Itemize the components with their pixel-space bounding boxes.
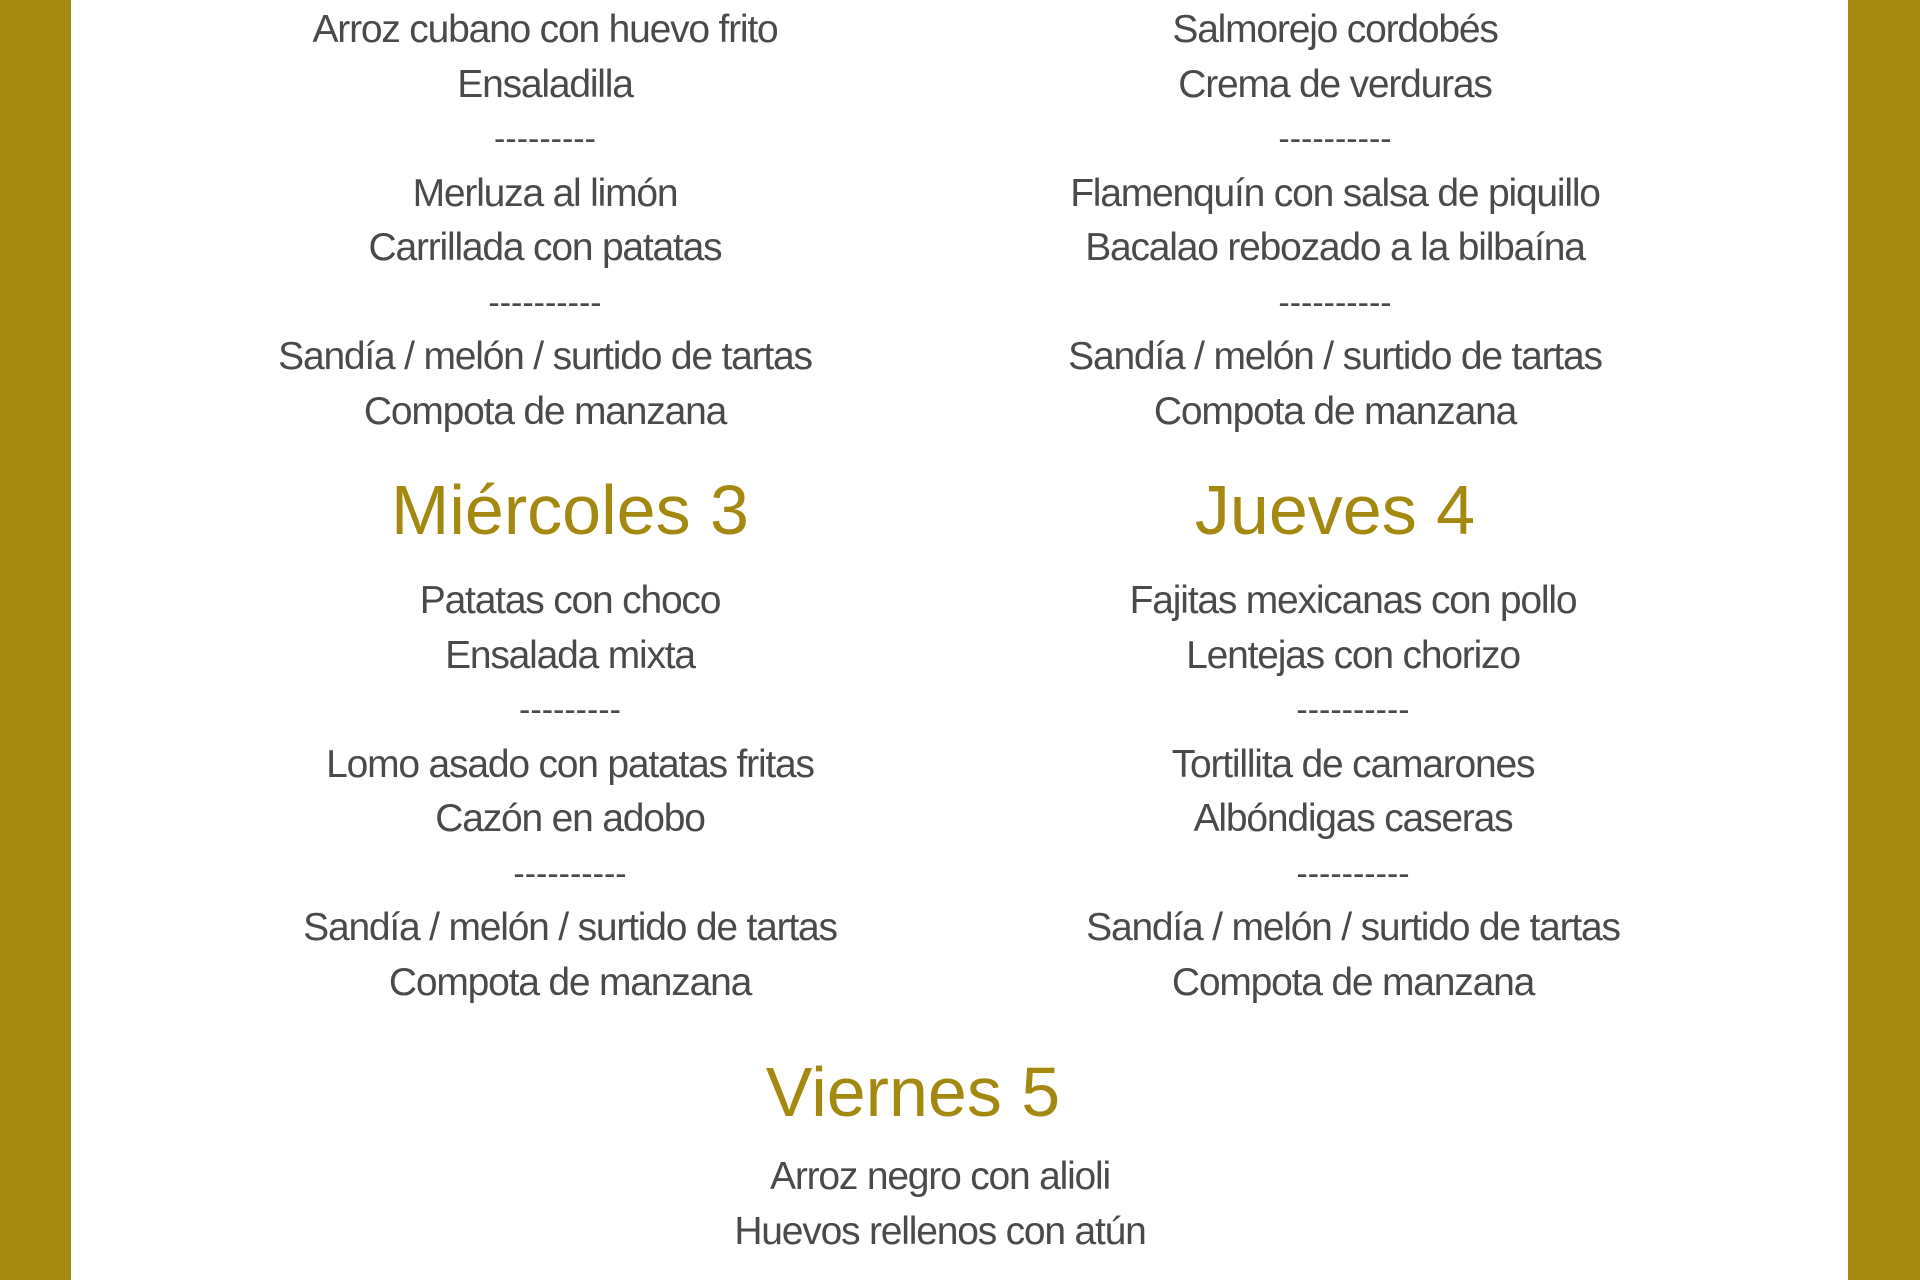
menu-item: Ensaladilla	[457, 62, 633, 106]
jueves-menu	[1053, 574, 1653, 1010]
menu-item: Arroz cubano con huevo frito	[312, 8, 778, 51]
menu-item: Lomo asado con patatas fritas	[326, 742, 814, 786]
menu-item: Albóndigas caseras	[1193, 797, 1513, 840]
left-border-stripe	[0, 0, 71, 1280]
separator: ---------	[519, 691, 621, 729]
separator: ----------	[1296, 691, 1410, 729]
menu-item: Cazón en adobo	[435, 797, 705, 840]
day-title-viernes: Viernes 5	[765, 1053, 1061, 1131]
menu-item: Lentejas con chorizo	[1186, 633, 1520, 677]
menu-item: Merluza al limón	[412, 171, 678, 215]
separator: ----------	[1296, 854, 1410, 893]
menu-item: Compota de manzana	[363, 389, 727, 433]
menu-item: Sandía / melón / surtido de tartas	[303, 906, 837, 949]
miercoles-menu	[270, 574, 870, 1010]
viernes-menu	[640, 1150, 1240, 1259]
martes-menu	[1035, 3, 1635, 439]
menu-item: Compota de manzana	[388, 960, 752, 1004]
menu-item: Sandía / melón / surtido de tartas	[1086, 906, 1620, 949]
lunes-menu	[245, 3, 845, 439]
menu-item: Sandía / melón / surtido de tartas	[278, 335, 812, 378]
menu-item: Compota de manzana	[1171, 960, 1535, 1004]
menu-item: Huevos rellenos con atún	[734, 1209, 1146, 1253]
separator: ----------	[1278, 120, 1392, 158]
separator: ----------	[1278, 283, 1392, 322]
menu-item: Flamenquín con salsa de piquillo	[1070, 171, 1600, 215]
menu-item: Tortillita de camarones	[1171, 742, 1535, 786]
separator: ----------	[513, 854, 627, 893]
separator: ----------	[488, 283, 602, 322]
menu-item: Arroz negro con alioli	[770, 1155, 1110, 1198]
right-border-stripe	[1848, 0, 1920, 1280]
menu-item: Bacalao rebozado a la bilbaína	[1085, 226, 1585, 269]
day-title-miercoles: Miércoles 3	[391, 471, 749, 549]
menu-item: Compota de manzana	[1153, 389, 1517, 433]
menu-item: Salmorejo cordobés	[1172, 8, 1498, 51]
menu-item: Sandía / melón / surtido de tartas	[1068, 335, 1602, 378]
day-title-jueves: Jueves 4	[1194, 471, 1476, 549]
menu-item: Carrillada con patatas	[368, 226, 722, 269]
menu-item: Fajitas mexicanas con pollo	[1129, 579, 1577, 622]
menu-item: Crema de verduras	[1178, 62, 1492, 106]
menu-item: Patatas con choco	[419, 579, 721, 622]
separator: ---------	[494, 120, 596, 158]
menu-item: Ensalada mixta	[445, 633, 695, 677]
